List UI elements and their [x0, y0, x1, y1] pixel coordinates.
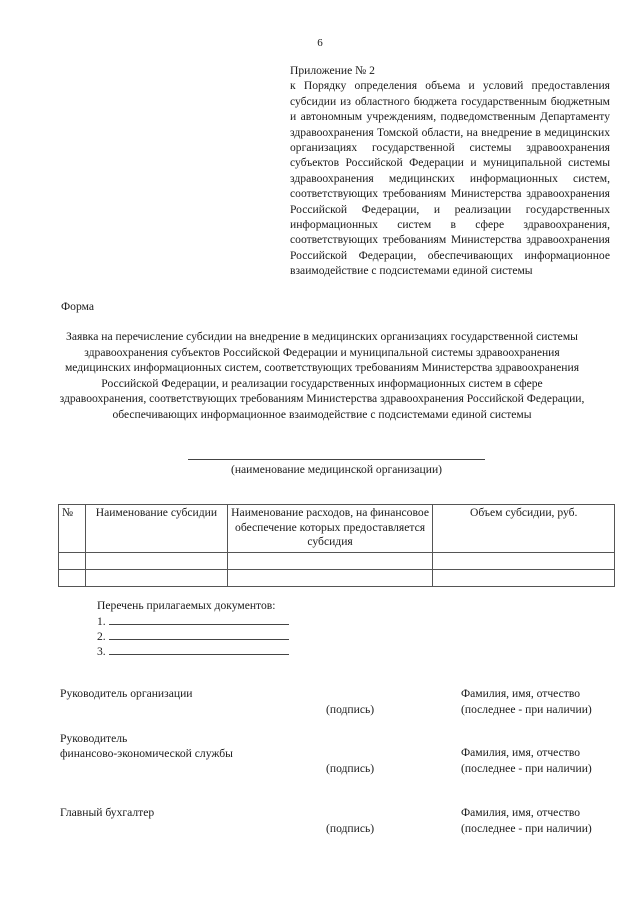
table-header-row	[59, 505, 615, 553]
signature-role-line1: Руководитель организации	[60, 687, 193, 700]
signature-name-line2: (последнее - при наличии)	[461, 703, 592, 716]
signature-name	[461, 745, 592, 777]
signature-name-line2: (последнее - при наличии)	[461, 822, 592, 835]
annex-body: к Порядку определения объема и условий предоставления субсидии из областного бюджета государственным бюджетным и автономным учреждениям, подведомственным Департаменту здравоохранения Томской области, на внедрение в медицинских организациях государственной системы здравоохранения субъектов Российской Федерации и муниципальной системы здравоохранения медицинских информационных систем, соответствующих требованиям Министерства здравоохранения Российской Федерации, и реализации государственных информационных систем в сфере здравоохранения, соответствующих требованиям Министерства здравоохранения Российской Федерации, обеспечивающих информационное взаимодействие с подсистемами единой системы	[290, 79, 610, 278]
document-item	[97, 629, 289, 643]
signature-role	[60, 805, 154, 820]
document-item	[97, 644, 289, 658]
table-row	[59, 570, 615, 587]
table-cell[interactable]	[227, 553, 433, 570]
document-blank-line[interactable]	[109, 644, 289, 655]
table-cell[interactable]	[433, 553, 615, 570]
signature-caption: (подпись)	[326, 762, 375, 775]
org-name-caption: (наименование медицинской организации)	[230, 463, 443, 476]
col-header-number: №	[59, 505, 86, 553]
document-heading: Заявка на перечисление субсидии на внедрение в медицинских организациях государственной системы здравоохранения субъектов Российской Федерации и муниципальной системы здравоохранения медицинских информационных систем, соответствующих требованиям Министерства здравоохранения Российской Федерации, и реализации государственных информационных систем в сфере здравоохранения, соответствующих требованиям Министерства здравоохранения Российской Федерации, обеспечивающих информационное взаимодействие с подсистемами единой системы	[59, 330, 585, 421]
documents-list-title: Перечень прилагаемых документов:	[97, 599, 276, 612]
org-name-line	[188, 459, 485, 460]
signature-caption: (подпись)	[326, 822, 375, 835]
table-cell[interactable]	[433, 570, 615, 587]
signature-role-line2: финансово-экономической службы	[60, 747, 233, 761]
document-item-number: 2.	[97, 630, 106, 643]
signature-role	[60, 731, 233, 762]
signature-caption: (подпись)	[326, 703, 375, 716]
table-row	[59, 553, 615, 570]
signature-name-line2: (последнее - при наличии)	[461, 762, 592, 775]
page-number: 6	[317, 37, 323, 49]
document-item-number: 1.	[97, 615, 106, 628]
table-cell[interactable]	[227, 570, 433, 587]
document-item-number: 3.	[97, 645, 106, 658]
table-cell[interactable]	[59, 570, 86, 587]
signature-role-line1: Главный бухгалтер	[60, 806, 155, 819]
annex-block	[290, 63, 610, 279]
signature-role	[60, 686, 192, 701]
col-header-subsidy-name: Наименование субсидии	[85, 505, 227, 553]
form-label: Форма	[61, 300, 94, 313]
signature-name-line1: Фамилия, имя, отчество	[461, 746, 581, 759]
signature-role-line1: Руководитель	[60, 732, 128, 745]
table-cell[interactable]	[85, 570, 227, 587]
document-blank-line[interactable]	[109, 629, 289, 640]
signature-name	[461, 686, 592, 718]
col-header-expense-name: Наименование расходов, на финансовое обеспечение которых предоставляется субсидия	[227, 505, 433, 553]
document-blank-line[interactable]	[109, 614, 289, 625]
signature-name	[461, 805, 592, 837]
document-item	[97, 614, 289, 628]
signature-name-line1: Фамилия, имя, отчество	[461, 806, 581, 819]
annex-title: Приложение № 2	[290, 64, 375, 77]
col-header-subsidy-amount: Объем субсидии, руб.	[433, 505, 615, 553]
table-cell[interactable]	[85, 553, 227, 570]
subsidy-table	[58, 504, 615, 587]
table-cell[interactable]	[59, 553, 86, 570]
signature-name-line1: Фамилия, имя, отчество	[461, 687, 581, 700]
